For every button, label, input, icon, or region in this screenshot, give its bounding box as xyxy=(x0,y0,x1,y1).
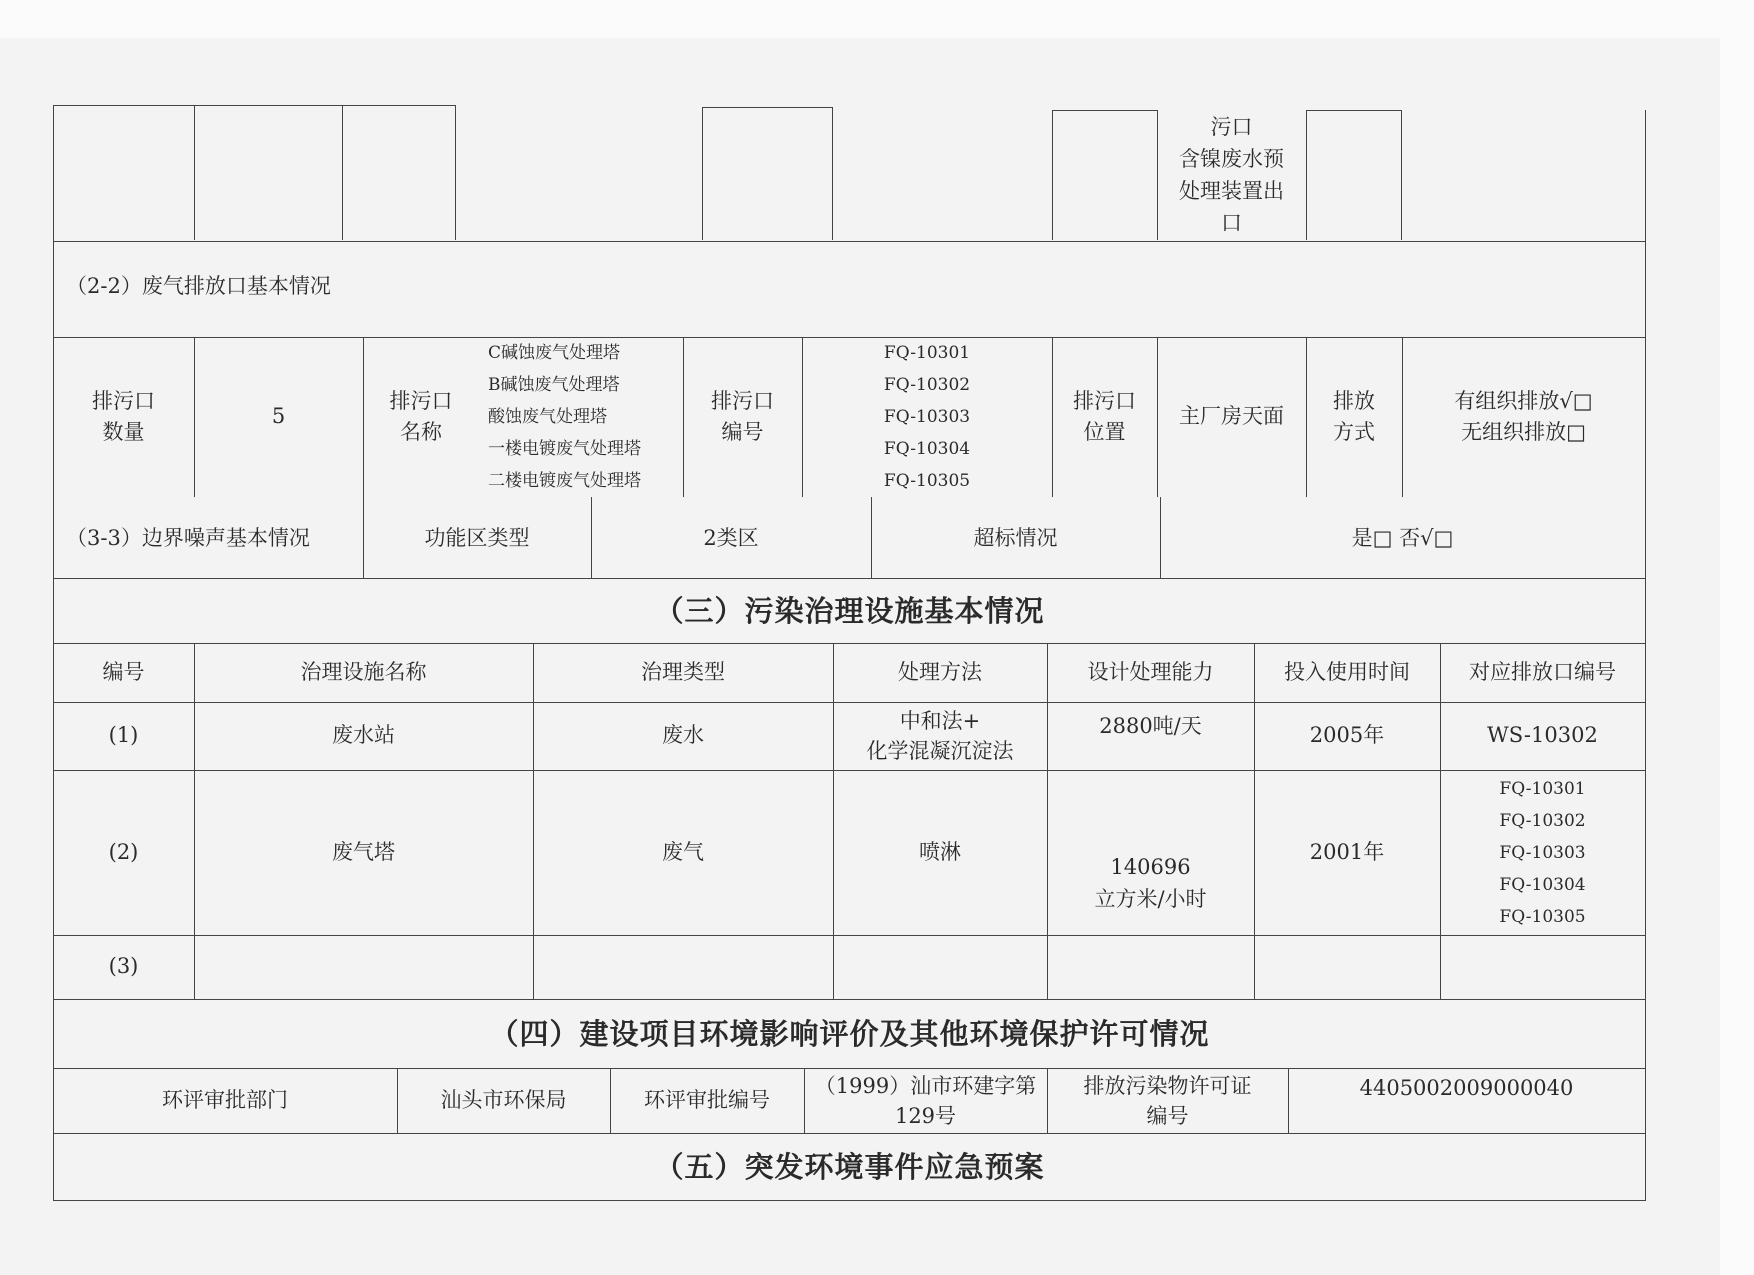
row-outlet-item: FQ-10304 xyxy=(1499,874,1586,895)
facilities-heading: （三）污染治理设施基本情况 xyxy=(654,593,1045,628)
outlet-count-label xyxy=(53,337,194,497)
outlet-name-item: C碱蚀废气处理塔 xyxy=(488,343,621,363)
permit-label-line: 编号 xyxy=(1146,1103,1189,1128)
outlet-code-item: FQ-10301 xyxy=(883,343,971,363)
outlet-code-item: FQ-10303 xyxy=(883,407,971,427)
row-no: (2) xyxy=(108,839,139,864)
eia-no-value-line: （1999）汕市环建字第 xyxy=(814,1073,1037,1098)
row-no: (1) xyxy=(108,723,139,748)
outlet-location-label-line: 位置 xyxy=(1083,420,1126,444)
permit-label-line: 排放污染物许可证 xyxy=(1083,1073,1252,1098)
row-outlet-item: FQ-10303 xyxy=(1499,842,1586,863)
emission-method-label xyxy=(1306,337,1402,497)
row-capacity: 2880吨/天 xyxy=(1099,714,1202,739)
col-header-capacity: 设计处理能力 xyxy=(1087,659,1214,684)
row-outlet-list xyxy=(1440,770,1645,935)
col-header-outlet: 对应排放口编号 xyxy=(1469,659,1616,684)
emergency-heading: （五）突发环境事件应急预案 xyxy=(654,1149,1045,1184)
zone-type-label: 功能区类型 xyxy=(424,526,530,551)
noise-section-title: （3-3）边界噪声基本情况 xyxy=(66,526,310,551)
outlet-name-list xyxy=(488,337,683,497)
emission-method-option: 有组织排放√□ xyxy=(1454,388,1593,413)
waste-gas-section-title: （2-2）废气排放口基本情况 xyxy=(66,274,331,299)
outlet-name-tail-line: 含镍废水预 xyxy=(1179,147,1284,171)
row-capacity xyxy=(1047,800,1254,965)
outlet-count-label-line: 排污口 xyxy=(92,388,155,413)
emission-method-options xyxy=(1402,337,1645,497)
emission-method-label-line: 排放 xyxy=(1333,388,1375,413)
row-method-line: 中和法+ xyxy=(899,709,981,733)
col-header-name: 治理设施名称 xyxy=(300,659,427,684)
outlet-code-item: FQ-10304 xyxy=(883,439,971,459)
row-year: 2001年 xyxy=(1309,839,1385,864)
row-type: 废水 xyxy=(662,723,704,748)
outlet-location-label-line: 排污口 xyxy=(1073,388,1136,413)
permit-value: 4405002009000040 xyxy=(1359,1076,1574,1101)
exceed-value: 是□ 否√□ xyxy=(1351,526,1454,551)
row-year: 2005年 xyxy=(1309,723,1385,748)
row-outlet-item: FQ-10305 xyxy=(1499,906,1586,927)
outlet-count-label-line: 数量 xyxy=(102,420,145,444)
row-outlet-item: FQ-10301 xyxy=(1499,778,1586,799)
outlet-name-item: 二楼电镀废气处理塔 xyxy=(488,471,641,491)
row-type: 废气 xyxy=(662,839,704,864)
outlet-code-label-line: 编号 xyxy=(721,420,764,444)
col-header-no: 编号 xyxy=(102,659,145,684)
row-no: (3) xyxy=(108,954,139,979)
row-name: 废气塔 xyxy=(332,839,395,864)
outlet-location-label xyxy=(1052,337,1157,497)
outlet-name-label xyxy=(363,337,479,497)
row-outlet-item: FQ-10302 xyxy=(1499,810,1586,831)
outlet-count-value: 5 xyxy=(271,404,286,429)
outlet-name-item: 一楼电镀废气处理塔 xyxy=(488,439,641,459)
outlet-name-label-line: 排污口 xyxy=(389,388,453,413)
exceed-label: 超标情况 xyxy=(973,526,1058,551)
eia-heading: （四）建设项目环境影响评价及其他环境保护许可情况 xyxy=(489,1016,1210,1051)
emission-method-label-line: 方式 xyxy=(1333,420,1375,444)
outlet-name-tail-line: 口 xyxy=(1221,211,1242,235)
row-method: 喷淋 xyxy=(919,839,961,864)
row-method xyxy=(833,702,1047,770)
outlet-code-label xyxy=(683,337,802,497)
outlet-code-item: FQ-10305 xyxy=(883,471,971,491)
outlet-name-tail xyxy=(1157,110,1306,240)
eia-dept-label: 环评审批部门 xyxy=(162,1087,288,1112)
emission-method-option: 无组织排放□ xyxy=(1461,420,1586,444)
outlet-name-tail-line: 处理装置出 xyxy=(1179,179,1284,203)
row-method-line: 化学混凝沉淀法 xyxy=(866,739,1014,763)
col-header-method: 处理方法 xyxy=(898,659,982,684)
eia-no-value xyxy=(804,1068,1047,1133)
outlet-location-value: 主厂房天面 xyxy=(1179,404,1284,429)
outlet-name-item: 酸蚀废气处理塔 xyxy=(488,407,607,427)
eia-dept-value: 汕头市环保局 xyxy=(440,1087,567,1112)
row-outlet: WS-10302 xyxy=(1487,723,1598,748)
row-name: 废水站 xyxy=(332,723,395,748)
outlet-name-item: B碱蚀废气处理塔 xyxy=(488,375,620,395)
eia-no-label: 环评审批编号 xyxy=(644,1087,770,1112)
outlet-name-tail-line: 污口 xyxy=(1210,115,1253,139)
eia-no-value-line: 129号 xyxy=(894,1103,957,1128)
col-header-type: 治理类型 xyxy=(641,659,725,684)
row-capacity-line: 140696 xyxy=(1110,854,1191,879)
outlet-name-label-line: 名称 xyxy=(400,420,442,444)
outlet-code-label-line: 排污口 xyxy=(711,388,774,413)
outlet-code-item: FQ-10302 xyxy=(883,375,971,395)
row-capacity-line: 立方米/小时 xyxy=(1094,886,1207,911)
permit-label xyxy=(1047,1068,1288,1133)
col-header-year: 投入使用时间 xyxy=(1284,659,1410,684)
outlet-code-list xyxy=(802,337,1052,497)
zone-type-value: 2类区 xyxy=(703,526,759,551)
